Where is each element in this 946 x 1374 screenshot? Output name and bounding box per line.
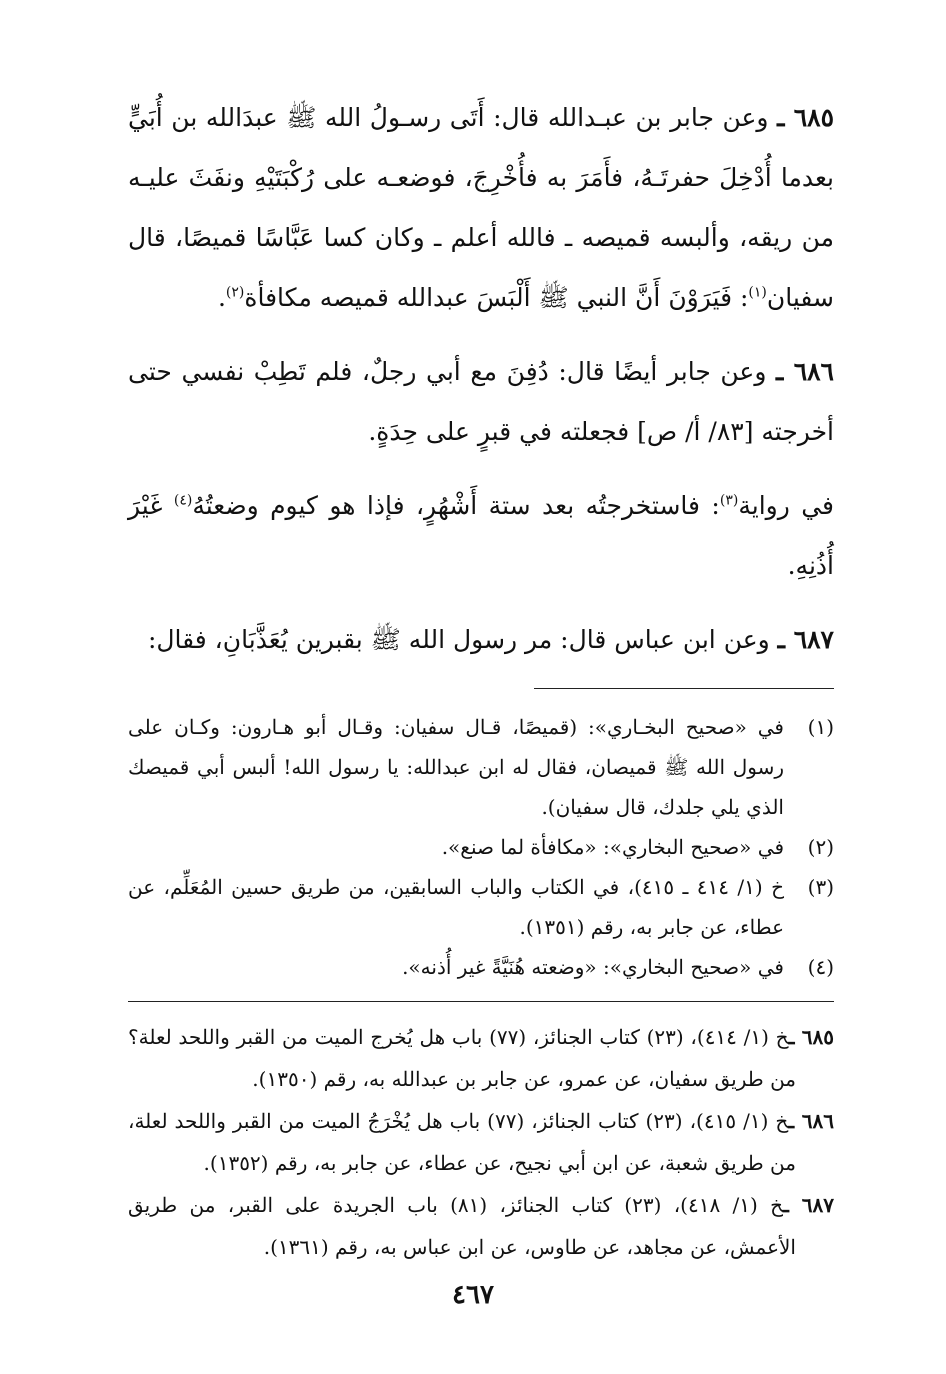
hadith-text: وعن جابر أيضًا قال: دُفِنَ مع أبي رجلٌ، فلم تَطِبْ نفسي حتى أخرجته [٨٣/ أ/ ص] فجعلته في قبرٍ على حِدَةٍ. [128, 357, 834, 446]
hadith-687 [128, 610, 834, 670]
page-number: ٤٦٧ [452, 1280, 494, 1310]
source-text: خ (١/ ٤١٨)، (٢٣) كتاب الجنائز، (٨١) باب الجريدة على القبر، من طريق الأعمش، عن مجاهد، عن طاوس، عن ابن عباس به، رقم (١٣٦١). [128, 1193, 796, 1259]
footnote-ref: (٤) [173, 492, 193, 509]
footnote-mark: (٤) [807, 955, 834, 979]
source-text: خ (١/ ٤١٤)، (٢٣) كتاب الجنائز، (٧٧) باب هل يُخرج الميت من القبر واللحد لعلة؟ من طريق سفيان، عن عمرو، عن جابر بن عبدالله به، رقم (١٣٥٠). [128, 1025, 796, 1091]
source-686 [128, 1100, 834, 1184]
hadith-text: وعن جابر بن عبـدالله قال: أَتَى رسـولُ الله ﷺ عبدَالله بن أُبَيٍّ بعدما أُدْخِلَ حفرتَـهُ، فأَمَرَ به فأُخْرِجَ، فوضعـه على رُكْبَتَيْهِ ونفَثَ عليـه من ريقه، وألبسه قميصه ـ فالله أعلم ـ وكان كسا عَبَّاسًا قميصًا، قال سفيان [128, 103, 834, 312]
footnote-ref: (٣) [719, 492, 739, 509]
footnote-3 [128, 867, 834, 947]
hadith-text: : فَيَرَوْنَ أَنَّ النبي ﷺ أَلْبَسَ عبدالله قميصه مكافأة [244, 283, 749, 312]
riwaya-text: : فاستخرجتُه بعد ستة أَشْهُرٍ، فإذا هو كيوم وضعتُهُ [192, 491, 720, 520]
hadith-685 [128, 88, 834, 328]
hadith-number: ٦٨٦ ـ [776, 357, 834, 386]
hadith-text: وعن ابن عباس قال: مر رسول الله ﷺ بقبرين يُعَذَّبَانِ، فقال: [147, 625, 770, 654]
source-number: ٦٨٦ ـ [788, 1109, 834, 1133]
main-text [128, 88, 834, 670]
source-number: ٦٨٥ ـ [788, 1025, 835, 1049]
footnote-separator [534, 688, 834, 689]
hadith-number: ٦٨٥ ـ [777, 103, 835, 132]
hadith-number: ٦٨٧ ـ [777, 625, 834, 654]
footnote-text: في «صحيح البخاري»: «مكافأة لما صنع». [441, 835, 784, 859]
source-685 [128, 1016, 834, 1100]
footnotes [128, 707, 834, 987]
footnote-ref: (٢) [225, 284, 245, 301]
hadith-text: . [217, 283, 226, 312]
footnote-text: في «صحيح البخاري»: «وضعته هُنَيَّةً غير أُذنه». [402, 955, 784, 979]
footnote-mark: (٢) [807, 835, 834, 859]
footnote-4 [128, 947, 834, 987]
hadith-686 [128, 342, 834, 462]
source-number: ٦٨٧ ـ [783, 1193, 834, 1217]
footnote-text: خ (١/ ٤١٤ ـ ٤١٥)، في الكتاب والباب السابقين، من طريق حسين المُعَلِّم، عن عطاء، عن جابر به، رقم (١٣٥١). [128, 875, 784, 939]
riwaya-text: في رواية [738, 491, 835, 520]
footnote-text: في «صحيح البخـاري»: (قميصًا، قـال سفيان: وقـال أبو هـارون: وكـان على رسول الله ﷺ قميصان، فقال له ابن عبدالله: يا رسول الله! ألبس أبي قميصك الذي يلي جلدك، قال سفيان). [128, 715, 784, 819]
source-687 [128, 1184, 834, 1268]
source-text: خ (١/ ٤١٥)، (٢٣) كتاب الجنائز، (٧٧) باب هل يُخْرَجُ الميت من القبر واللحد لعلة، من طريق شعبة، عن ابن أبي نجيح، عن عطاء، عن جابر به، رقم (١٣٥٢). [128, 1109, 796, 1175]
footnote-1 [128, 707, 834, 827]
footnote-ref: (١) [748, 284, 767, 301]
sources-separator [128, 1001, 834, 1002]
footnote-mark: (٣) [807, 875, 834, 899]
riwaya-text: غَيْرَ أُذُنِهِ. [128, 491, 834, 580]
footnote-2 [128, 827, 834, 867]
sources [128, 1016, 834, 1268]
riwaya-note [128, 476, 834, 596]
footnote-mark: (١) [807, 715, 834, 739]
